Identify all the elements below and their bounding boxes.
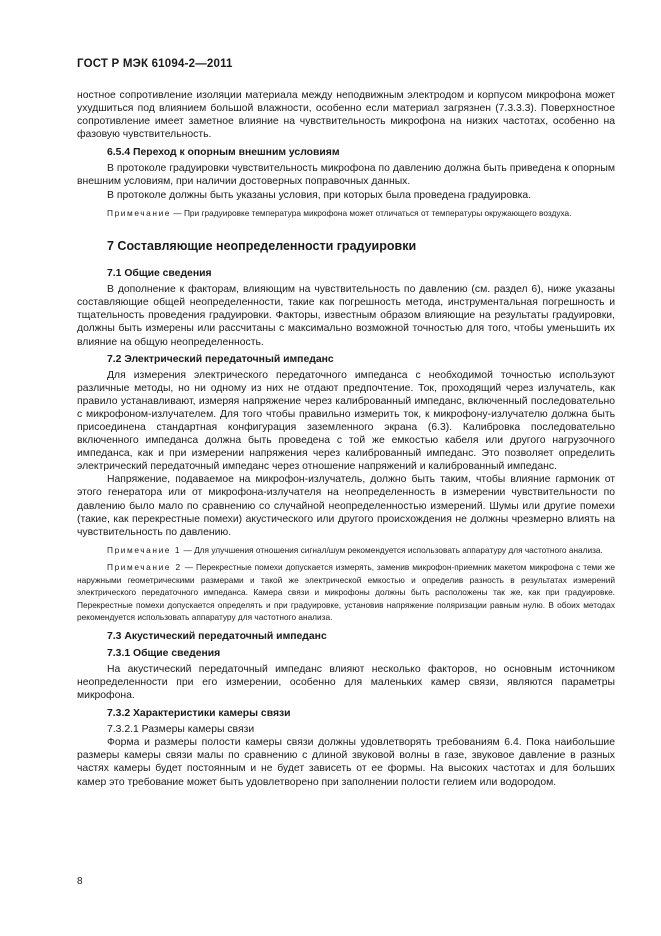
section-7-3-1-heading: 7.3.1 Общие сведения bbox=[107, 647, 221, 659]
section-7-3-2-heading: 7.3.2 Характеристики камеры связи bbox=[107, 708, 291, 720]
section-7-1-heading: 7.1 Общие сведения bbox=[107, 268, 212, 280]
section-6-5-4-paragraph-2: В протоколе должны быть указаны условия, при которых была проведена градуировка. bbox=[107, 189, 532, 201]
section-6-5-4-heading: 6.5.4 Переход к опорным внешним условиям bbox=[107, 147, 340, 159]
section-7-2-paragraph-1: Для измерения электрического передаточного импеданса с необходимой точностью используют различные методы, но ни одному из них не отдают предпочтение. Ток, проходящий через излучатель, как правило устанавливают, измеряя напряжение через калиброванный импеданс, включенный последовательно с микрофоном-излучателем. Для того чтобы правильно измерить ток, к микрофону-излучателю должна быть присоединена стандартная конфигурация заземленного экрана (6.3). Калибровка последовательно включенного импеданса должна быть проведена с той же емкостью кабеля или другого нагрузочного импеданса, как и при измерении напряжения через калиброванный импеданс. Это позволяет определить электрический передаточный импеданс через отношение напряжений и калиброванный импеданс. bbox=[77, 369, 615, 473]
section-7-2-paragraph-2: Напряжение, подаваемое на микрофон-излучатель, должно быть таким, чтобы влияние гармоник от этого генератора или от микрофона-излучателя на неопределенность в измерении чувствительности по давлению было мало по сравнению со случайной неопределенностью измерений. Шумы или другие помехи (такие, как перекрестные помехи) акустического или другого происхождения не должны чрезмерно влиять на чувствительность по давлению. bbox=[77, 474, 615, 538]
section-7-2-note-1 bbox=[77, 544, 615, 557]
note-text: — При градуировке температура микрофона может отличаться от температуры окружающего воздуха. bbox=[171, 207, 572, 218]
section-7-2-note-2 bbox=[77, 561, 615, 624]
section-7-1-paragraph-1: В дополнение к факторам, влияющим на чувствительность по давлению (см. раздел 6), ниже указаны составляющие общей неопределенности, такие как погрешность метода, инструментальная погрешность и тщательность проведения градуировки. Факторы, известным образом влияющие на результаты градуировки, должны быть измерены или рассчитаны с максимально возможной точностью для того, чтобы уменьшить их влияние на общую неопределенность. bbox=[77, 284, 615, 348]
section-7-2-heading: 7.2 Электрический передаточный импеданс bbox=[107, 353, 334, 365]
intro-paragraph: ностное сопротивление изоляции материала между неподвижным электродом и корпусом микрофона может ухудшиться под влиянием большой влажности, особенно если материал загрязнен (7.3.3.3). Поверхностное сопротивление имеет заметное влияние на чувствительность микрофона на низких частотах, особенно на фазовую чувствительность. bbox=[77, 90, 615, 141]
note-1-text: — Для улучшения отношения сигнал/шум рекомендуется использовать аппаратуру для частотного анализа. bbox=[181, 544, 603, 555]
section-7-3-heading: 7.3 Акустический передаточный импеданс bbox=[107, 630, 327, 642]
page-number: 8 bbox=[77, 876, 83, 887]
document-header: ГОСТ Р МЭК 61094-2—2011 bbox=[77, 58, 233, 70]
section-7-3-2-1-paragraph: Форма и размеры полости камеры связи должны удовлетворять требованиям 6.4. Пока наибольшие размеры камеры связи малы по сравнению с длиной звуковой волны в газе, звуковое давление в разных частях камеры будет постоянным и не будет зависеть от ее формы. На высоких частотах и для больших камер это требование может быть удовлетворено при заполнении полости гелием или водородом. bbox=[77, 737, 615, 788]
note-label: Примечание bbox=[107, 207, 172, 218]
note-2-label: Примечание 2 bbox=[107, 562, 182, 573]
section-7-heading: 7 Составляющие неопределенности градуировки bbox=[107, 239, 417, 254]
document-page bbox=[77, 58, 615, 789]
note-2-text: — Перекрестные помехи допускается измерять, заменив микрофон-приемник макетом микрофона с теми же наружными геометрическими размерами и такой же электрической емкостью и определив разность в результатах измерений электрического передаточного импеданса. Камера связи и микрофоны должны быть расположены так же, как при градуировке. Перекрестные помехи допускается определять и при градуировке, установив напряжение поляризации равным нулю. В обоих методах рекомендуется использовать аппаратуру для частотного анализа. bbox=[77, 562, 615, 623]
section-7-3-1-paragraph: На акустический передаточный импеданс влияют несколько факторов, но основным источником неопределенности при его измерении, особенно для маленьких камер связи, являются параметры микрофона. bbox=[77, 663, 615, 702]
note-1-label: Примечание 1 bbox=[107, 544, 182, 555]
section-6-5-4-paragraph-1: В протоколе градуировки чувствительность микрофона по давлению должна быть приведена к опорным внешним условиям, при наличии достоверных поправочных данных. bbox=[77, 163, 615, 188]
section-6-5-4-note bbox=[77, 207, 615, 220]
section-7-3-2-1-heading: 7.3.2.1 Размеры камеры связи bbox=[107, 724, 255, 736]
